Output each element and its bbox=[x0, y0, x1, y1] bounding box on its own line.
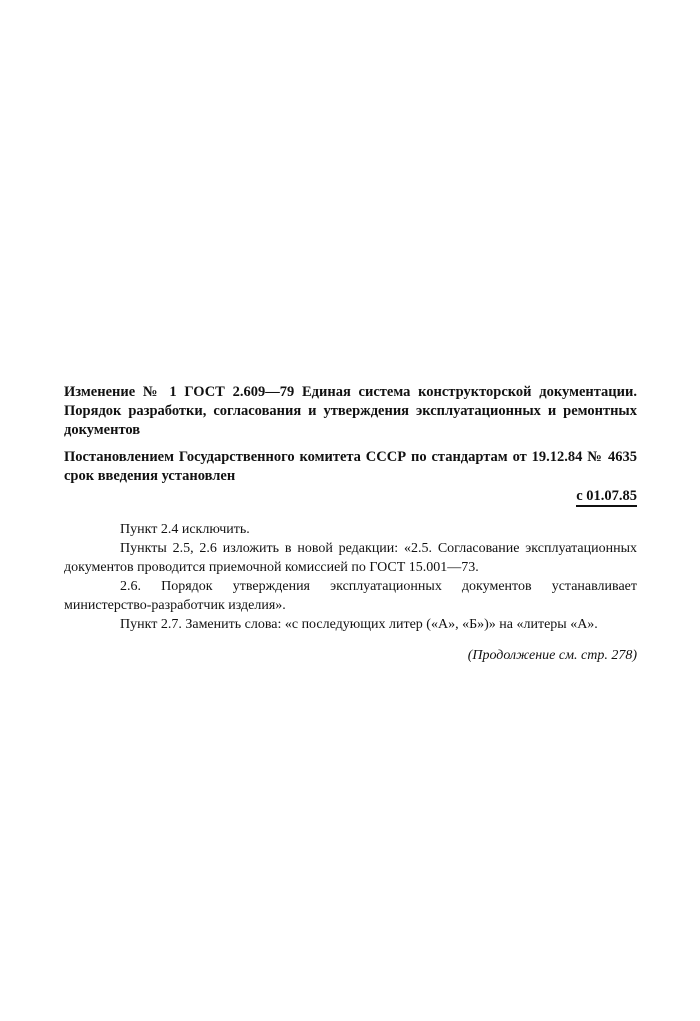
continuation-note: (Продолжение см. стр. 278) bbox=[467, 648, 637, 663]
document-page bbox=[64, 383, 637, 665]
decree-statement: Постановлением Государственного комитета СССР по стандартам от 19.12.84 № 4635 срок введения установлен bbox=[64, 449, 637, 484]
paragraph-item-2-6-text: 2.6. Порядок утверждения эксплуатационных документов устанавливает министерство-разработчик изделия». bbox=[64, 579, 637, 613]
effective-date: с 01.07.85 bbox=[576, 488, 637, 507]
paragraph-item-2-7: Пункт 2.7. Заменить слова: «с последующих литер («А», «Б»)» на «литеры «А». bbox=[120, 617, 598, 632]
amendment-body bbox=[64, 520, 637, 634]
amendment-title: Изменение № 1 ГОСТ 2.609—79 Единая система конструкторской документации. Порядок разработки, согласования и утверждения эксплуатационных и ремонтных документов bbox=[64, 384, 637, 438]
effective-date-line bbox=[64, 487, 637, 506]
paragraph-item-2-4: Пункт 2.4 исключить. bbox=[120, 522, 250, 537]
paragraph-items-2-5-2-6: Пункты 2.5, 2.6 изложить в новой редакции: «2.5. Согласование эксплуатационных документов проводится приемочной комиссией по ГОСТ 15.001—73. bbox=[64, 541, 637, 575]
